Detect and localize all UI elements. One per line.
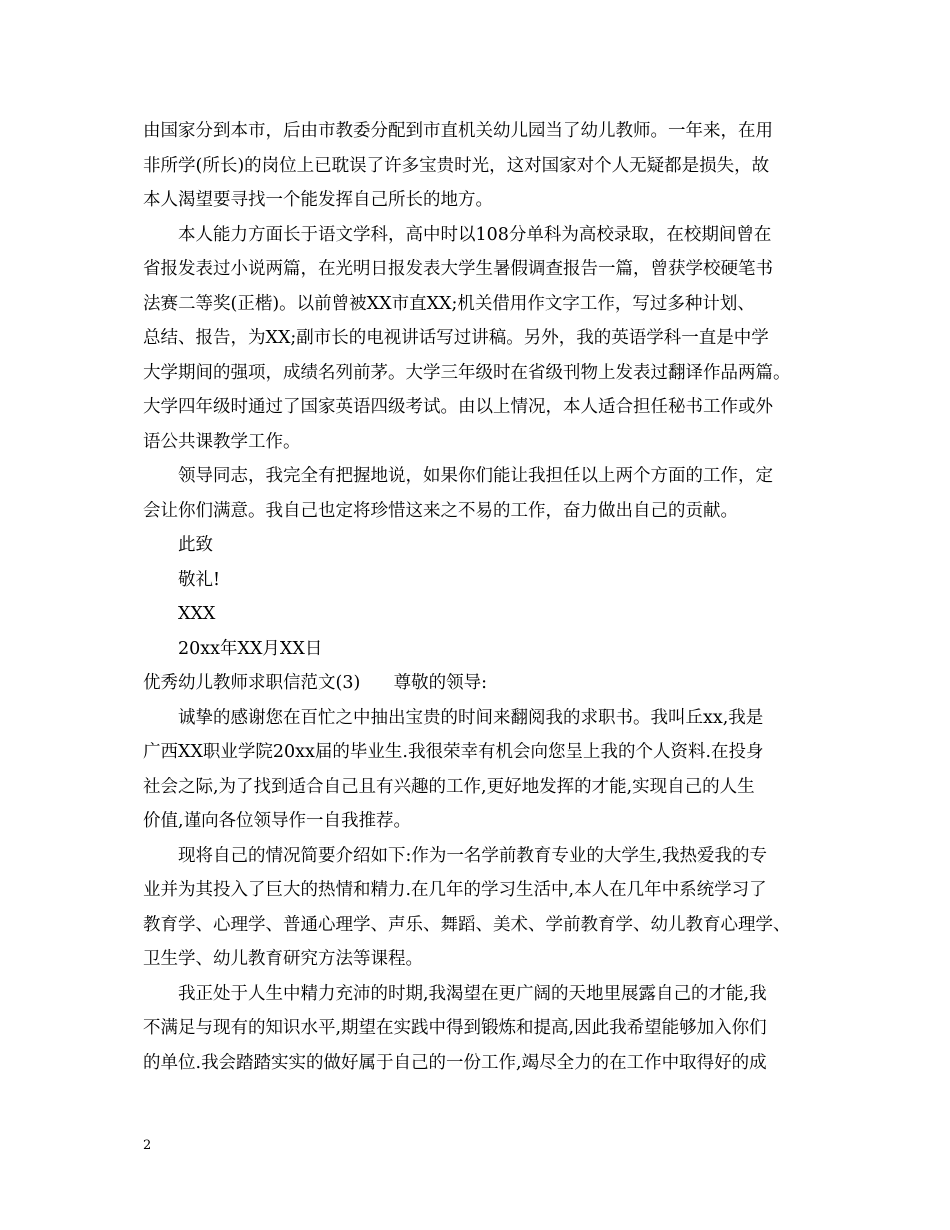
text-line: 此致 [178, 535, 213, 555]
text-line: 本人能力方面长于语文学科，高中时以108分单科为高校录取，在校期间曾在 [178, 224, 772, 245]
document-body [143, 114, 823, 1080]
text-line: 现将自己的情况简要介绍如下:作为一名学前教育专业的大学生,我热爱我的专 [178, 845, 767, 866]
text-line: 20xx年XX月XX日 [178, 638, 323, 659]
text-line: 由国家分到本市，后由市教委分配到市直机关幼儿园当了幼儿教师。一年来，在用 [143, 121, 773, 141]
text-line: 本人渴望要寻找一个能发挥自己所长的地方。 [143, 190, 493, 210]
text-line: 价值,谨向各位领导作一自我推荐。 [143, 811, 412, 831]
text-line: 不满足与现有的知识水平,期望在实践中得到锻炼和提高,因此我希望能够加入你们 [143, 1018, 767, 1038]
text-line: 的单位.我会踏踏实实的做好属于自己的一份工作,竭尽全力的在工作中取得好的成 [143, 1052, 767, 1073]
text-line: 优秀幼儿教师求职信范文(3) 尊敬的领导: [143, 673, 488, 693]
text-line: 领导同志，我完全有把握地说，如果你们能让我担任以上两个方面的工作，定 [178, 466, 773, 486]
text-line: 教育学、心理学、普通心理学、声乐、舞蹈、美术、学前教育学、幼儿教育心理学、 [143, 914, 791, 935]
text-line: 总结、报告，为XX;副市长的电视讲话写过讲稿。另外，我的英语学科一直是中学 [143, 328, 769, 348]
text-line: 大学期间的强项，成绩名列前茅。大学三年级时在省级刊物上发表过翻译作品两篇。 [143, 362, 791, 383]
text-line: 我正处于人生中精力充沛的时期,我渴望在更广阔的天地里展露自己的才能,我 [178, 983, 767, 1004]
text-line: 法赛二等奖(正楷)。以前曾被XX市直XX;机关借用作文字工作，写过多种计划、 [143, 293, 755, 314]
text-line: 敬礼! [178, 569, 221, 590]
text-line: 社会之际,为了找到适合自己且有兴趣的工作,更好地发挥的才能,实现自己的人生 [143, 776, 755, 797]
text-line: 业并为其投入了巨大的热情和精力.在几年的学习生活中,本人在几年中系统学习了 [143, 880, 767, 900]
text-line: 省报发表过小说两篇，在光明日报发表大学生暑假调查报告一篇，曾获学校硬笔书 [143, 259, 773, 279]
text-line: 非所学(所长)的岗位上已耽误了许多宝贵时光，这对国家对个人无疑都是损失，故 [143, 155, 770, 176]
text-line: 语公共课教学工作。 [143, 431, 301, 452]
text-line: XXX [178, 604, 216, 624]
text-line: 卫生学、幼儿教育研究方法等课程。 [143, 949, 423, 969]
text-line: 广西XX职业学院20xx届的毕业生.我很荣幸有机会向您呈上我的个人资料.在投身 [143, 742, 764, 762]
page-number: 2 [143, 1138, 152, 1153]
text-line: 会让你们满意。我自己也定将珍惜这来之不易的工作，奋力做出自己的贡献。 [143, 500, 738, 521]
text-line: 诚挚的感谢您在百忙之中抽出宝贵的时间来翻阅我的求职书。我叫丘xx,我是 [178, 707, 764, 728]
text-line: 大学四年级时通过了国家英语四级考试。由以上情况，本人适合担任秘书工作或外 [143, 397, 773, 417]
